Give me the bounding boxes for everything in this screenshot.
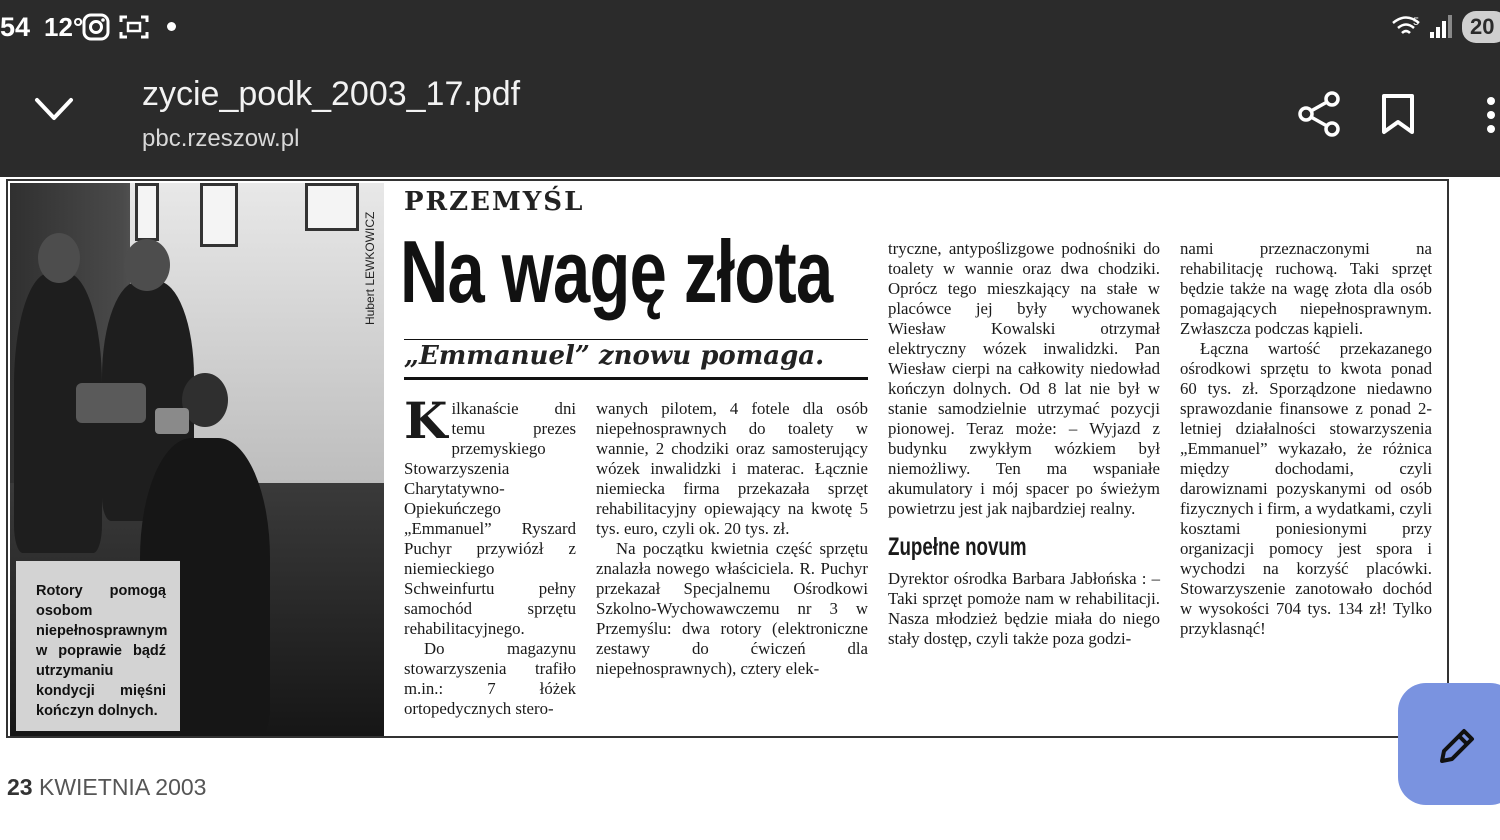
paragraph: Do magazynu stowarzyszenia trafiło m.in.: 7 łóżek ortopedycznych stero- xyxy=(404,639,576,718)
paragraph: Łączna wartość przekazanego ośrodkowi sprzętu to kwota ponad 60 tys. zł. Sporządzone niedawno sprawozdanie finansowe z ponad 2-letniej działalności stowarzyszenia „Emmanuel” wykazało, że różnica między dochodami, czyli darowiznami pozyskanymi od osób fizycznych i firm, a wydatkami, czyli kosztami poniesionymi przy organizacji pomocy jest spora i wychodzi na korzyść placówki. Stowarzyszenie zanotowało dochód w wysokości 704 tys. 134 zł! Tylko przyklasnąć! xyxy=(1180,339,1432,638)
divider xyxy=(404,339,868,340)
subsection-heading: Zupełne novum xyxy=(888,533,1027,561)
article-column-3 xyxy=(888,239,1160,649)
bookmark-icon[interactable] xyxy=(1380,93,1416,139)
photo-caption: Rotory pomogą osobom niepełnosprawnym w poprawie bądź utrzymaniu kondycji mięśni kończyn dolnych. xyxy=(16,561,180,731)
notification-dot-icon xyxy=(167,22,176,31)
wifi-icon xyxy=(1391,14,1425,44)
date-month-year: KWIETNIA 2003 xyxy=(38,774,207,800)
subheadline: „Emmanuel” znowu pomaga. xyxy=(404,341,825,371)
share-icon[interactable] xyxy=(1297,91,1341,141)
signal-icon xyxy=(1429,14,1453,44)
article-column-4 xyxy=(1180,239,1432,639)
drop-cap: K xyxy=(404,391,448,450)
headline: Na wagę złota xyxy=(400,222,833,321)
status-time: 54 xyxy=(0,12,31,42)
paragraph: wanych pilotem, 4 fotele dla osób niepełnosprawnych do toalety w wannie, 2 chodziki oraz samosterujący wózek inwalidzki i materac. Łącznie niemiecka firma przekazała sprzęt rehabilitacyjny opiewający na kwotę 5 tys. euro, czyli ok. 20 tys. zł. xyxy=(596,399,868,538)
divider xyxy=(404,377,868,380)
section-label: PRZEMYŚL xyxy=(404,187,585,217)
paragraph: ilkanaście dni temu prezes przemyskiego Stowarzyszenia Charytatywno-Opiekuńczego „Emmanuel” Ryszard Puchyr przywiózł z niemieckiego Schweinfurtu pełny samochód sprzętu rehabilitacyjnego. xyxy=(404,399,576,638)
paragraph: nami przeznaczonymi na rehabilitację ruchową. Taki sprzęt będzie także na wagę złota dla osób pomagających niepełnosprawnym. Zwłaszcza podczas kąpieli. xyxy=(1180,239,1432,338)
instagram-icon xyxy=(82,13,110,45)
more-vert-icon[interactable] xyxy=(1484,95,1498,139)
screen-record-icon xyxy=(119,13,149,45)
pencil-icon xyxy=(1434,723,1480,773)
article-column-2 xyxy=(596,399,868,679)
document-title: zycie_podk_2003_17.pdf xyxy=(142,75,521,113)
article-column-1 xyxy=(404,391,576,719)
date-day: 23 xyxy=(7,774,33,800)
document-source: pbc.rzeszow.pl xyxy=(142,125,300,152)
chevron-down-icon[interactable] xyxy=(34,97,74,127)
paragraph: Na początku kwietnia część sprzętu znalazła nowego właściciela. R. Puchyr przekazał Specjalnemu Ośrodkowi Szkolno-Wychowawczemu nr 3 w Przemyślu: dwa rotory (elektroniczne zestawy do ćwiczeń dla niepełnosprawnych), cztery elek- xyxy=(596,539,868,678)
svg-text:5: 5 xyxy=(1413,16,1420,28)
paragraph: Dyrektor ośrodka Barbara Jabłońska : – Taki sprzęt pomoże nam w rehabilitacji. Nasza młodzież będzie miała do niego stały dostęp, czyli także poza godzi- xyxy=(888,569,1160,648)
photo-credit: Hubert LEWKOWICZ xyxy=(363,211,377,325)
page-date xyxy=(7,774,206,801)
battery-indicator: 20 xyxy=(1462,11,1500,43)
app-bar xyxy=(0,55,1500,177)
paragraph: tryczne, antypoślizgowe podnośniki do toalety w wannie oraz dwa chodziki. Oprócz tego mieszkający na stałe w placówce jej były wychowanek Wiesław Kowalski otrzymał elektryczny wózek inwalidzki. Pan Wiesław cierpi na całkowity niedowład kończyn dolnych. Od 8 lat nie był w stanie samodzielnie utrzymać pozycji pionowej. Teraz może: – Wyjazd z budynku zwykłym wózkiem był niemożliwy. Ten ma wspaniałe akumulatory i mój spacer po świeżym powietrzu jest jak najbardziej realny. xyxy=(888,239,1160,518)
pdf-page xyxy=(6,179,1449,738)
status-bar xyxy=(0,0,1500,55)
edit-button[interactable] xyxy=(1398,683,1500,805)
status-temperature: 12° xyxy=(44,12,84,42)
